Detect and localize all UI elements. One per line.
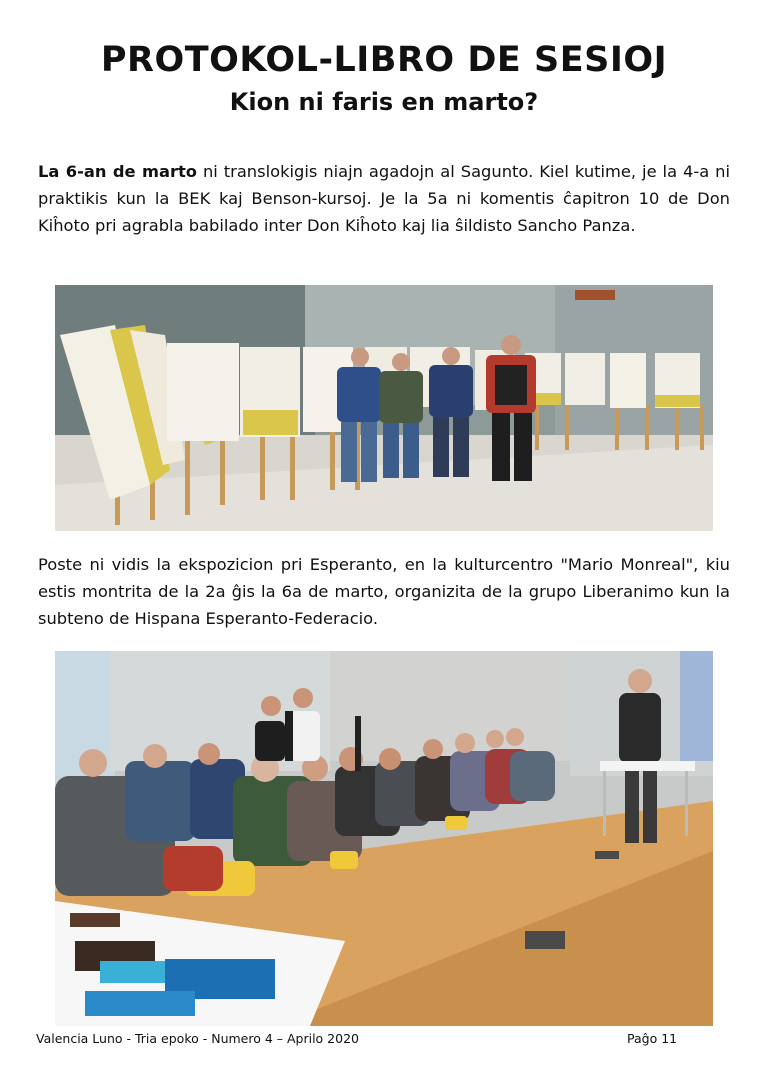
page-subtitle: Kion ni faris en marto? (229, 88, 539, 116)
paragraph-intro (38, 158, 730, 239)
page-title: PROTOKOL-LIBRO DE SESIOJ (100, 40, 668, 80)
paragraph-intro-text: ni translokigis niajn agadojn al Sagunto. Kiel kutime, je la 4-a ni praktikis kun la BEK kaj Benson-kursoj. Je la 5a ni komentis ĉapitron 10 de Don Kiĥoto pri agrabla babilado inter Don Kiĥoto kaj lia ŝildisto Sancho Panza. (38, 162, 730, 235)
date-highlight: La 6-an de marto (38, 162, 197, 181)
paragraph-exhibition: Poste ni vidis la ekspozicion pri Esperanto, en la kulturcentro "Mario Monreal", kiu estis montrita de la 2a ĝis la 6a de marto, organizita de la grupo Liberanimo kun la subteno de Hispana Esperanto-Federacio. (38, 555, 730, 628)
exhibition-photo (55, 285, 713, 531)
footer-publication: Valencia Luno - Tria epoko - Numero 4 – Aprilo 2020 (36, 1031, 359, 1046)
audience-photo (55, 651, 713, 1026)
page-number: Paĝo 11 (627, 1031, 678, 1046)
